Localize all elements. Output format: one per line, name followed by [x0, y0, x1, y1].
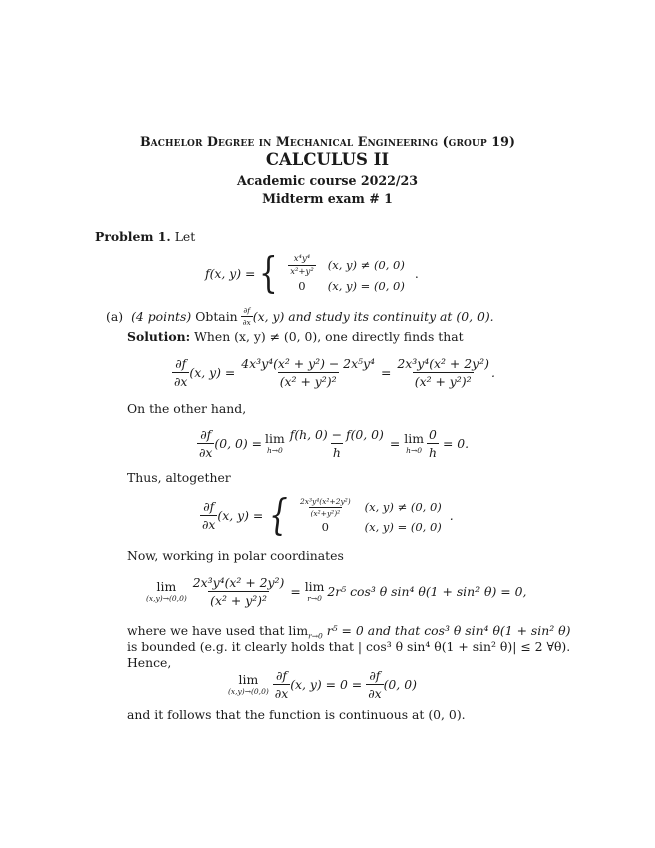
altogether-text: Thus, altogether: [127, 470, 231, 485]
part-a-points: (4 points): [131, 309, 192, 324]
eq1-eq: =: [381, 365, 392, 380]
eq3-trail: .: [449, 507, 454, 523]
eq4-den: (x² + y²)²: [210, 593, 267, 608]
eq3-case2-expr: 0: [321, 519, 329, 534]
equation-1: [172, 356, 495, 389]
where-line-1: [127, 623, 570, 640]
equation-5: [228, 668, 417, 701]
task-partial-num: ∂f: [243, 306, 251, 315]
eq2-lhs-num: ∂f: [200, 427, 212, 442]
problem-label: Problem 1.: [95, 229, 171, 244]
conclusion-text: and it follows that the function is continuous at (0, 0).: [127, 707, 466, 722]
where-line-2: is bounded (e.g. it clearly holds that | cos³ θ sin⁴ θ(1 + sin² θ)| ≤ 2 ∀θ).: [127, 639, 571, 654]
eq2-eq: =: [389, 436, 401, 451]
eq2-lim: lim: [265, 430, 285, 446]
problem-statement: [95, 229, 195, 244]
part-a-task-pre: Obtain: [195, 309, 238, 324]
academic-course: Academic course 2022/23: [236, 173, 419, 188]
eq1-rhs-num: 2x³y⁴(x² + 2y²): [397, 356, 489, 371]
eq3-lhs-args: (x, y) =: [217, 507, 264, 523]
eq1-rhs-den: (x² + y²)²: [414, 374, 472, 389]
case2-expression: 0: [298, 278, 306, 293]
function-cases: [282, 253, 411, 294]
equation-4: [146, 575, 526, 608]
solution-label: Solution:: [127, 329, 191, 344]
equation-2: [197, 427, 469, 460]
case1-condition: (x, y) ≠ (0, 0): [327, 258, 405, 272]
eq4-num: 2x³y⁴(x² + 2y²): [192, 575, 285, 590]
equation-3: [200, 490, 454, 539]
eq2-mid-num: f(h, 0) − f(0, 0): [289, 427, 384, 442]
eq5-tail: (0, 0): [383, 677, 417, 692]
function-lhs: f(x, y) =: [205, 265, 256, 281]
part-a-task-post: (x, y) and study its continuity at (0, 0).: [252, 309, 494, 324]
eq4-lim2: lim: [304, 578, 325, 594]
program-heading: Bachelor Degree in Mechanical Engineering (group 19): [139, 134, 516, 149]
eq1-lhs-num: ∂f: [175, 356, 187, 371]
eq2-lim-sub: h→0: [266, 445, 283, 455]
eq5-lim: lim: [238, 671, 259, 687]
function-trail: .: [414, 265, 419, 281]
solution-intro-line: [127, 329, 464, 344]
eq3-lhs-num: ∂f: [203, 498, 215, 514]
where-line-1-text: where we have used that lim: [127, 623, 309, 638]
case2-condition: (x, y) = (0, 0): [327, 278, 405, 293]
eq5-den1: ∂x: [274, 686, 289, 701]
eq4-eq: =: [290, 584, 301, 599]
eq2-lim2-sub: h→0: [406, 445, 423, 455]
eq2-rhs-num: 0: [429, 427, 437, 442]
eq1-lhs-args: (x, y) =: [189, 365, 236, 380]
where-line-1-sub: r→0: [308, 631, 323, 641]
problem-intro: Let: [174, 229, 196, 244]
eq2-lhs-den: ∂x: [199, 445, 213, 460]
eq4-lim: lim: [156, 578, 177, 594]
eq4-rhs: 2r⁵ cos³ θ sin⁴ θ(1 + sin² θ) = 0,: [327, 584, 527, 599]
eq5-den2: ∂x: [368, 686, 382, 701]
eq3-cases: [292, 496, 448, 535]
eq4-lim-sub: (x,y)→(0,0): [146, 593, 187, 603]
eq5-num1: ∂f: [275, 668, 287, 683]
course-title: CALCULUS II: [265, 150, 390, 169]
eq1-mid-num: 4x³y⁴(x² + y²) − 2x⁵y⁴: [241, 356, 375, 371]
case1-numerator: x⁴y⁴: [293, 253, 311, 264]
eq5-lim-sub: (x,y)→(0,0): [228, 686, 269, 696]
eq1-mid-den: (x² + y²)²: [279, 374, 337, 389]
eq2-rhs-den: h: [428, 445, 437, 460]
eq5-num2: ∂f: [369, 668, 381, 683]
eq1-lhs-den: ∂x: [174, 374, 188, 389]
eq3-lhs-den: ∂x: [202, 516, 216, 532]
eq5-mid: (x, y) = 0 =: [290, 677, 363, 692]
other-hand-text: On the other hand,: [127, 401, 247, 416]
part-a-statement: [106, 306, 494, 327]
hence-text: Hence,: [127, 655, 172, 670]
eq1-trail: .: [490, 365, 495, 380]
exam-title: Midterm exam # 1: [262, 191, 393, 206]
eq3-case2-cond: (x, y) = (0, 0): [364, 519, 442, 534]
solution-intro: When (x, y) ≠ (0, 0), one directly finds that: [194, 329, 464, 344]
eq3-left-brace: {: [269, 490, 288, 539]
eq4-lim2-sub: r→0: [307, 593, 322, 603]
eq3-case1-num: 2x³y⁴(x²+2y²): [300, 496, 351, 506]
part-a-label: (a): [106, 309, 124, 324]
function-definition: [205, 248, 419, 297]
case1-denominator: x²+y²: [290, 266, 314, 277]
eq3-case1-cond: (x, y) ≠ (0, 0): [364, 500, 442, 514]
eq2-lhs-args: (0, 0) =: [214, 436, 263, 451]
where-line-1-rest: r⁵ = 0 and that cos³ θ sin⁴ θ(1 + sin² θ): [322, 623, 571, 638]
eq3-case1-den: (x²+y²)²: [310, 508, 341, 518]
eq2-rhs-tail: = 0.: [442, 436, 470, 451]
eq2-lim2: lim: [404, 430, 424, 446]
left-brace: {: [259, 248, 279, 297]
task-partial-den: ∂x: [242, 318, 251, 327]
polar-intro: Now, working in polar coordinates: [127, 548, 344, 563]
eq2-mid-den: h: [332, 445, 341, 460]
